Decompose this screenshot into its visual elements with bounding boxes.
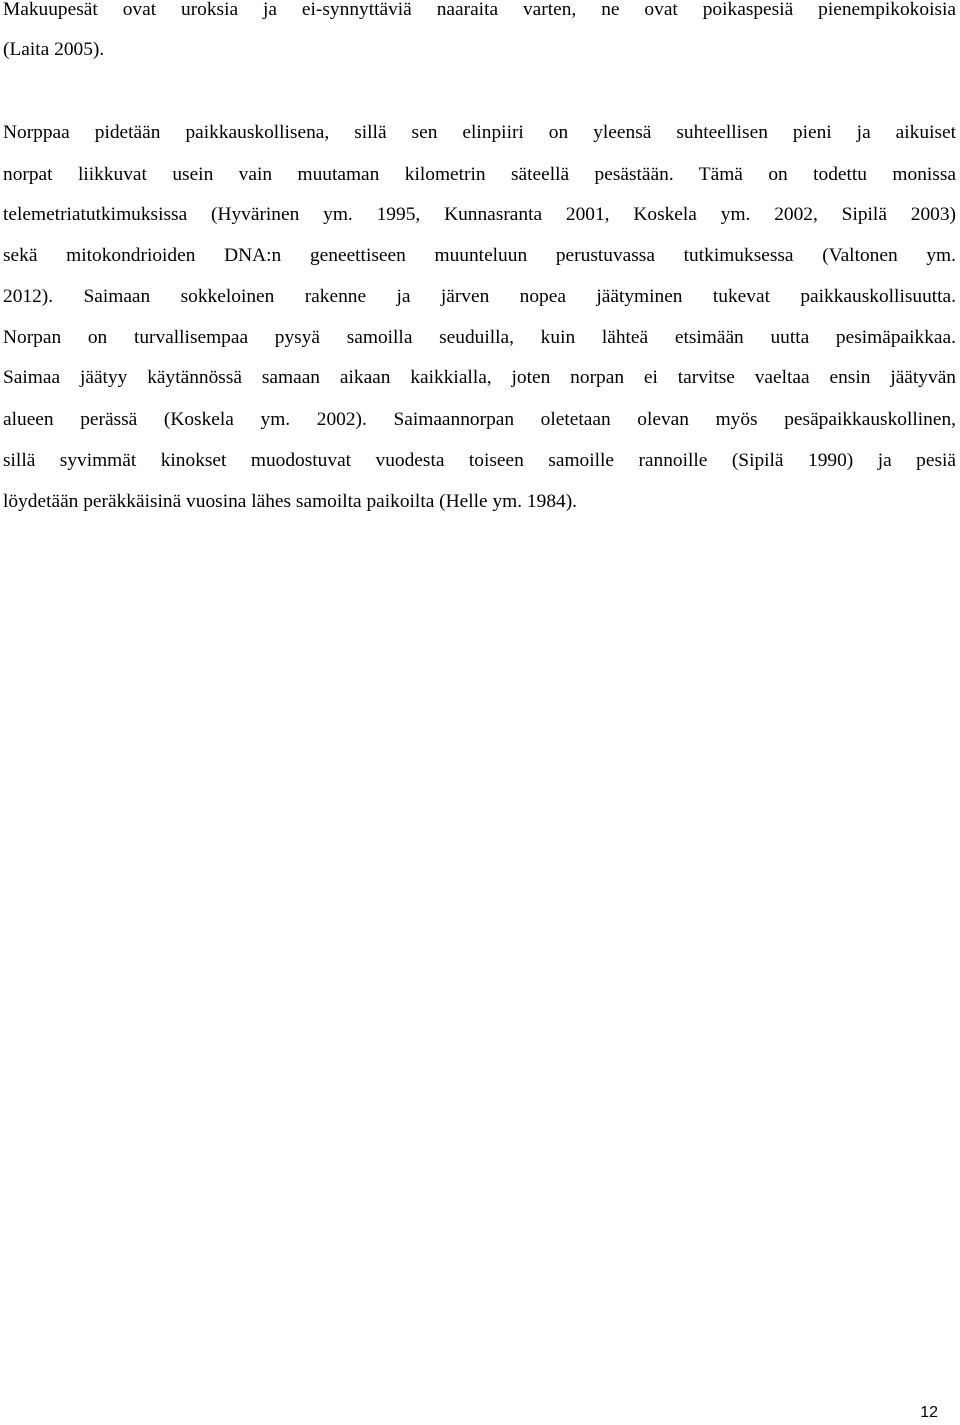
text-line: Makuupesät ovat uroksia ja ei-synnyttäviä naaraita varten, ne ovat poikaspesiä pienempikokoisia: [3, 0, 956, 20]
text-line: Norppaa pidetään paikkauskollisena, sillä sen elinpiiri on yleensä suhteellisen pieni ja aikuiset: [3, 122, 956, 143]
text-line: norpat liikkuvat usein vain muutaman kilometrin säteellä pesästään. Tämä on todettu monissa: [3, 164, 956, 185]
page-number: 12: [920, 1404, 938, 1421]
text-line: sekä mitokondrioiden DNA:n geneettiseen muunteluun perustuvassa tutkimuksessa (Valtonen ym.: [3, 245, 956, 266]
text-line: telemetriatutkimuksissa (Hyvärinen ym. 1995, Kunnasranta 2001, Koskela ym. 2002, Sipilä 2003): [3, 204, 956, 225]
text-line: 2012). Saimaan sokkeloinen rakenne ja järven nopea jäätyminen tukevat paikkauskollisuutta.: [3, 286, 956, 307]
text-line: (Laita 2005).: [3, 39, 105, 60]
text-line: alueen perässä (Koskela ym. 2002). Saimaannorpan oletetaan olevan myös pesäpaikkauskollinen,: [3, 409, 956, 430]
text-line: Saimaa jäätyy käytännössä samaan aikaan kaikkialla, joten norpan ei tarvitse vaeltaa ensin jäätyvän: [3, 367, 956, 388]
text-line: Norpan on turvallisempaa pysyä samoilla seuduilla, kuin lähteä etsimään uutta pesimäpaikkaa.: [3, 327, 956, 348]
text-line: sillä syvimmät kinokset muodostuvat vuodesta toiseen samoille rannoille (Sipilä 1990) ja pesiä: [3, 450, 956, 471]
text-line: löydetään peräkkäisinä vuosina lähes samoilta paikoilta (Helle ym. 1984).: [3, 491, 578, 512]
